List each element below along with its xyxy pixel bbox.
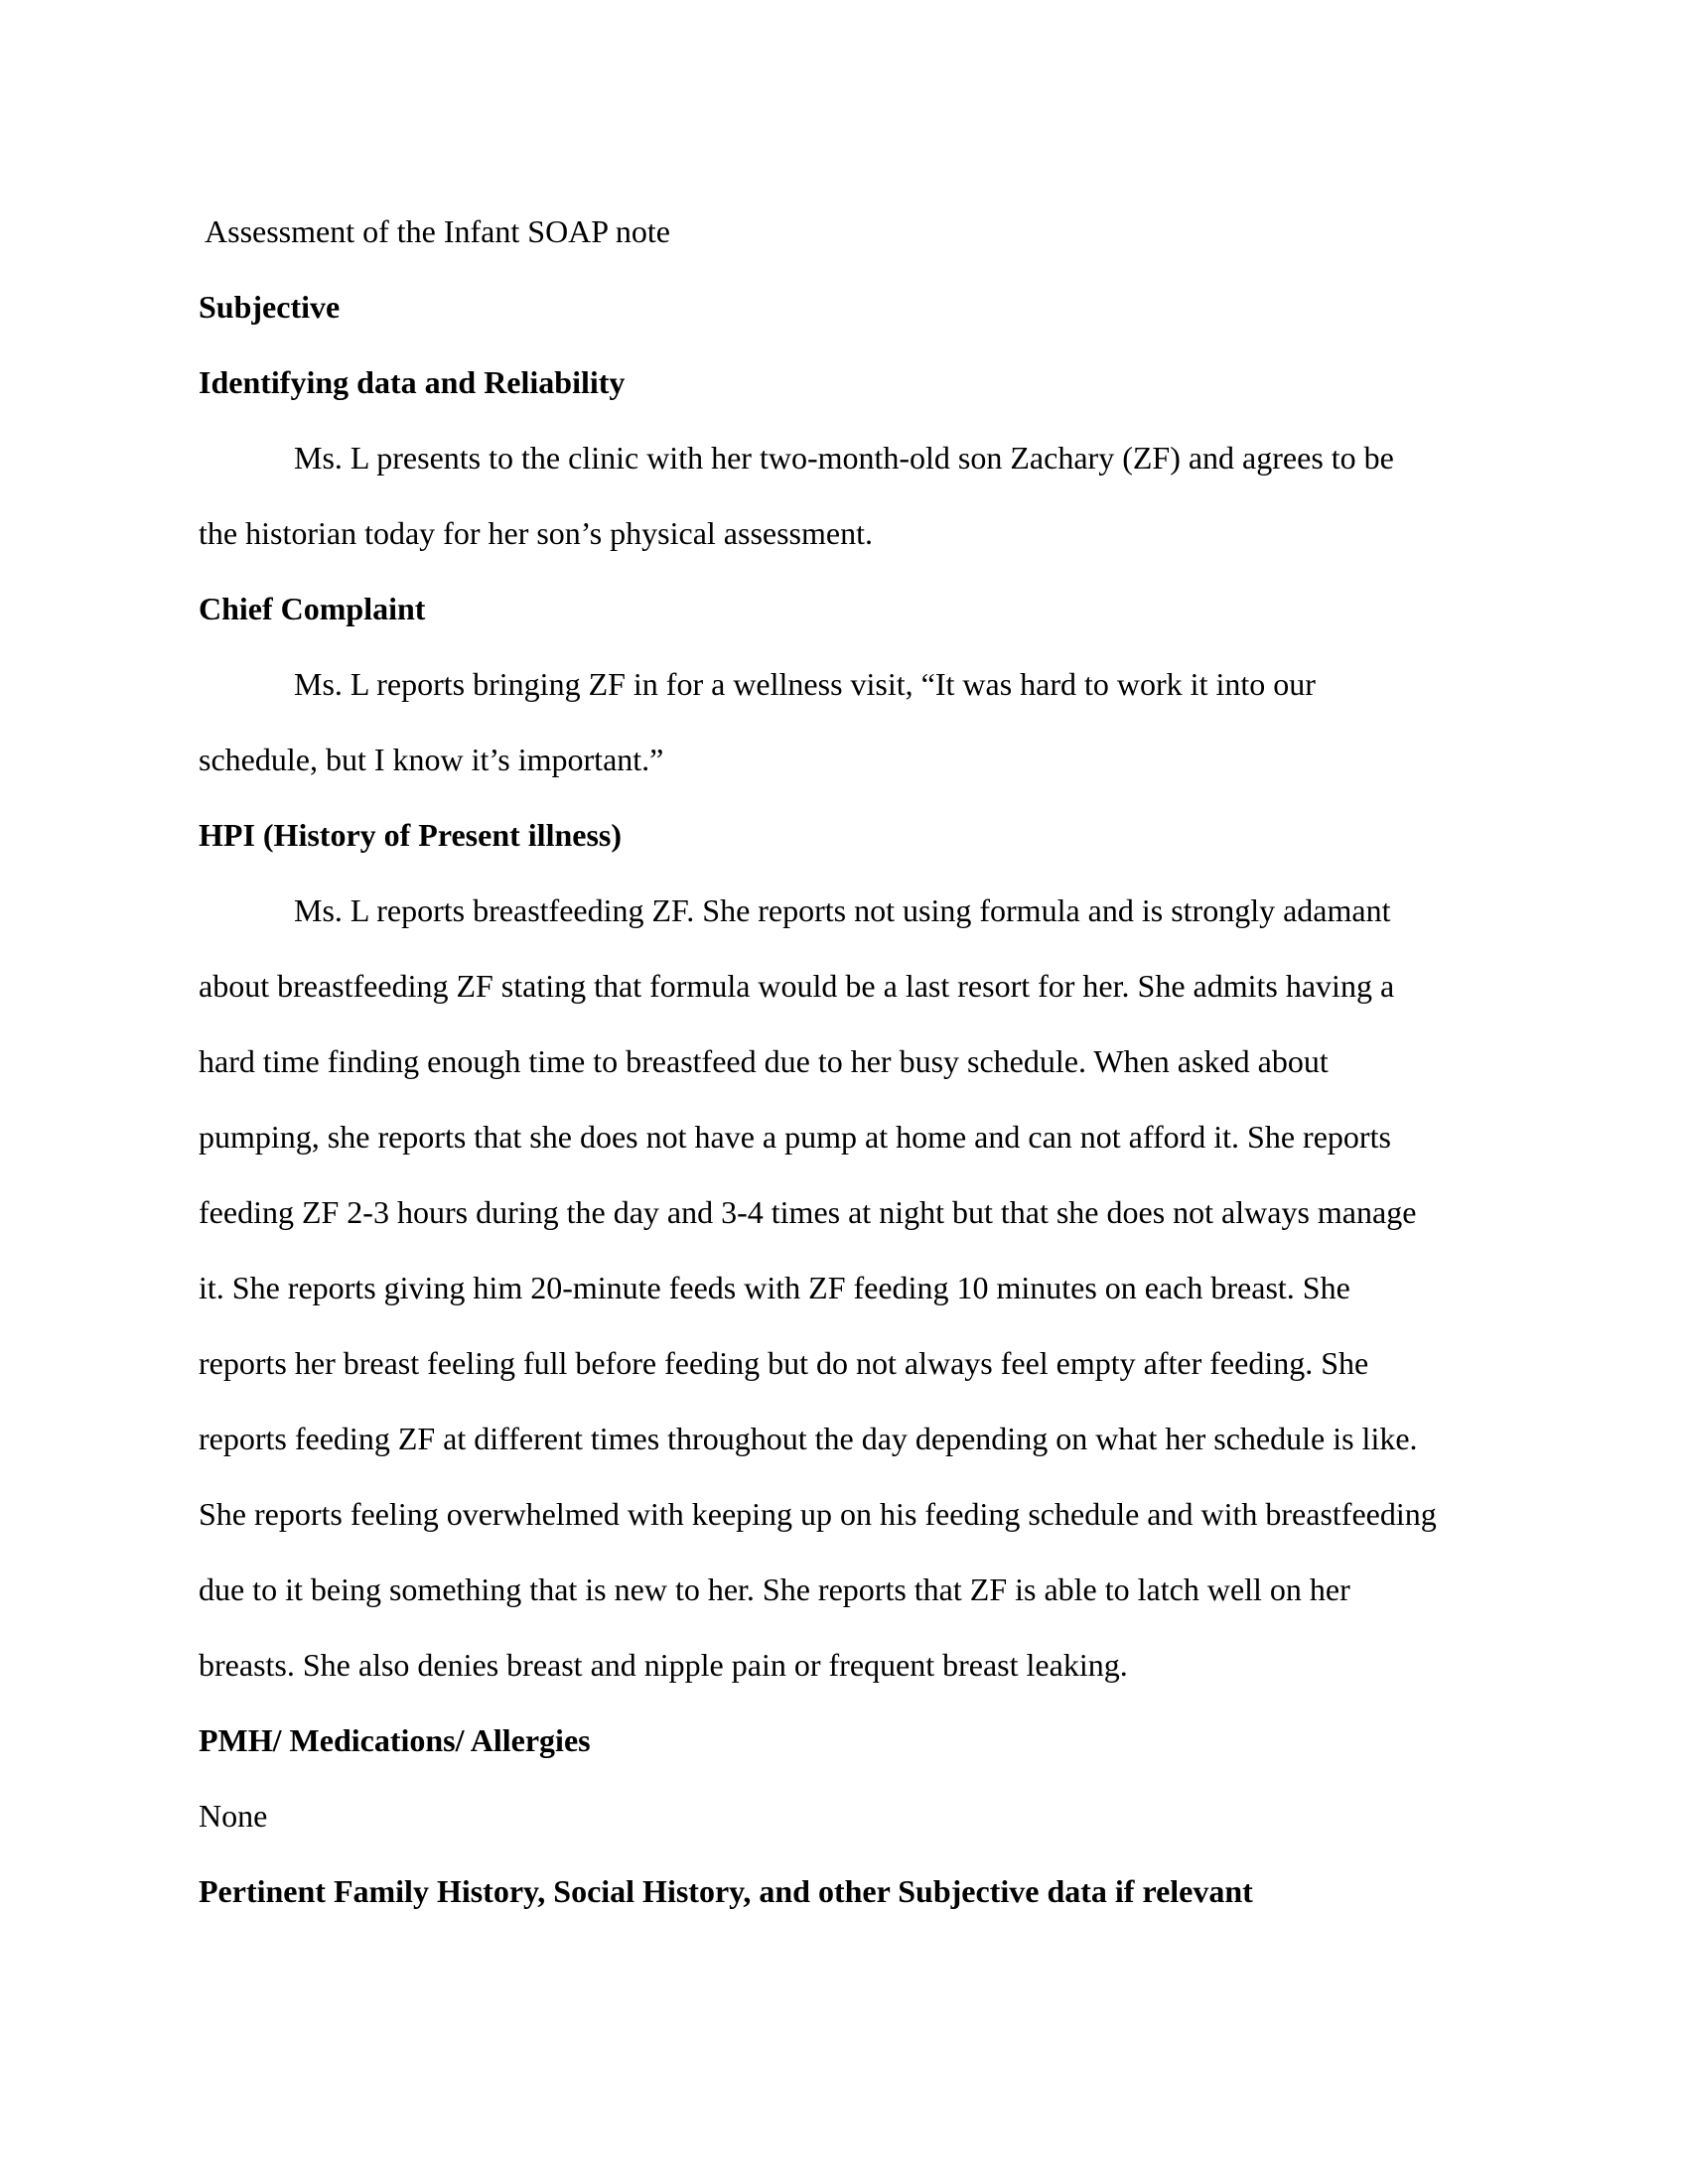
paragraph-line: Ms. L presents to the clinic with her two-month-old son Zachary (ZF) and agrees to be (294, 440, 1394, 476)
chief-complaint-paragraph (199, 646, 1489, 797)
paragraph-line: about breastfeeding ZF stating that formula would be a last resort for her. She admits having a (199, 968, 1395, 1004)
paragraph-line: Ms. L reports bringing ZF in for a wellness visit, “It was hard to work it into our (294, 666, 1316, 702)
document-page (199, 194, 1489, 1929)
paragraph-line: reports feeding ZF at different times throughout the day depending on what her schedule is like. (199, 1421, 1418, 1456)
chief-complaint-heading: Chief Complaint (199, 591, 426, 626)
document-title: Assessment of the Infant SOAP note (205, 213, 670, 249)
paragraph-line: schedule, but I know it’s important.” (199, 742, 664, 777)
pmh-text: None (199, 1798, 268, 1834)
paragraph-line: the historian today for her son’s physical assessment. (199, 515, 873, 551)
paragraph-line: breasts. She also denies breast and nipple pain or frequent breast leaking. (199, 1647, 1128, 1683)
paragraph-line: it. She reports giving him 20-minute feeds with ZF feeding 10 minutes on each breast. She (199, 1270, 1350, 1305)
identifying-data-heading: Identifying data and Reliability (199, 364, 626, 400)
family-history-heading: Pertinent Family History, Social History, and other Subjective data if relevant (199, 1873, 1253, 1909)
paragraph-line: feeding ZF 2-3 hours during the day and 3-4 times at night but that she does not always manage (199, 1194, 1417, 1230)
hpi-paragraph (199, 873, 1489, 1703)
paragraph-line: She reports feeling overwhelmed with keeping up on his feeding schedule and with breastfeeding (199, 1496, 1437, 1532)
paragraph-line: Ms. L reports breastfeeding ZF. She reports not using formula and is strongly adamant (294, 892, 1391, 928)
paragraph-line: pumping, she reports that she does not have a pump at home and can not afford it. She reports (199, 1119, 1391, 1155)
subjective-heading: Subjective (199, 289, 341, 325)
identifying-data-paragraph (199, 420, 1489, 571)
paragraph-line: reports her breast feeling full before feeding but do not always feel empty after feeding. She (199, 1345, 1369, 1381)
pmh-heading: PMH/ Medications/ Allergies (199, 1722, 591, 1758)
paragraph-line: hard time finding enough time to breastfeed due to her busy schedule. When asked about (199, 1043, 1329, 1079)
paragraph-line: due to it being something that is new to her. She reports that ZF is able to latch well on her (199, 1571, 1350, 1607)
hpi-heading: HPI (History of Present illness) (199, 817, 623, 853)
